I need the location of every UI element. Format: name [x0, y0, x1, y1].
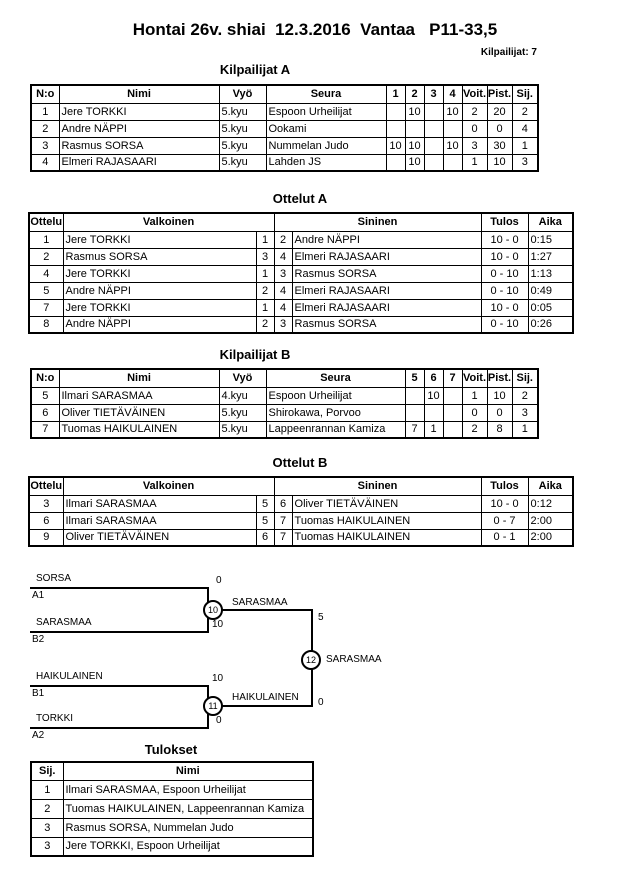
- column-header: 6: [424, 369, 443, 387]
- table-cell: 5.kyu: [219, 421, 266, 438]
- ottelut-a-table: [28, 212, 574, 334]
- table-cell: 0:49: [528, 282, 573, 299]
- column-header: 2: [405, 85, 424, 103]
- table-cell: Ilmari SARASMAA: [63, 495, 256, 512]
- table-cell: 3: [274, 265, 292, 282]
- column-header: Valkoinen: [63, 213, 274, 231]
- column-header: Ottelu: [29, 477, 63, 495]
- bracket-sf1-winner-name: SARASMAA: [232, 597, 288, 608]
- table-row: [29, 248, 573, 265]
- table-cell: Elmeri RAJASAARI: [292, 248, 481, 265]
- table-cell: 10: [487, 387, 512, 404]
- column-header: Pist.: [487, 85, 512, 103]
- table-cell: 3: [512, 154, 538, 171]
- table-cell: 1: [462, 387, 487, 404]
- table-row: [31, 799, 313, 818]
- table-row: [31, 137, 538, 154]
- table-cell: [405, 120, 424, 137]
- bracket-sf2-winner-name: HAIKULAINEN: [232, 692, 299, 703]
- table-header-row: [31, 85, 538, 103]
- table-cell: 3: [31, 837, 63, 856]
- table-row: [31, 120, 538, 137]
- column-header: Seura: [266, 369, 405, 387]
- table-cell: 20: [487, 103, 512, 120]
- table-cell: 0: [462, 404, 487, 421]
- column-header: Voit.: [462, 85, 487, 103]
- table-cell: 2: [462, 103, 487, 120]
- table-cell: Elmeri RAJASAARI: [59, 154, 219, 171]
- table-cell: [405, 404, 424, 421]
- table-cell: 4: [29, 265, 63, 282]
- column-header: Nimi: [59, 85, 219, 103]
- table-row: [29, 299, 573, 316]
- column-header: 4: [443, 85, 462, 103]
- table-cell: Tuomas HAIKULAINEN: [59, 421, 219, 438]
- table-cell: Rasmus SORSA: [63, 248, 256, 265]
- bracket-sf2-bottom-slot: A2: [32, 730, 45, 741]
- table-cell: 4: [512, 120, 538, 137]
- table-cell: Oliver TIETÄVÄINEN: [63, 529, 256, 546]
- column-header: Nimi: [59, 369, 219, 387]
- table-cell: 1: [512, 421, 538, 438]
- table-cell: 2: [31, 799, 63, 818]
- column-header: Vyö: [219, 85, 266, 103]
- bracket-sf1-bottom-name: SARASMAA: [36, 617, 92, 628]
- column-header: Valkoinen: [63, 477, 274, 495]
- table-cell: 1: [512, 137, 538, 154]
- column-header: N:o: [31, 369, 59, 387]
- table-cell: 2:00: [528, 512, 573, 529]
- column-header: Tulos: [481, 477, 528, 495]
- table-body: [31, 780, 313, 856]
- table-header-row: [31, 369, 538, 387]
- column-header: Voit.: [462, 369, 487, 387]
- table-cell: 5.kyu: [219, 154, 266, 171]
- table-cell: Espoon Urheilijat: [266, 103, 386, 120]
- table-cell: Lappeenrannan Kamiza: [266, 421, 405, 438]
- table-cell: 5.kyu: [219, 137, 266, 154]
- table-cell: 1: [29, 231, 63, 248]
- table-cell: 10: [443, 137, 462, 154]
- table-cell: 3: [31, 818, 63, 837]
- bracket-sf1-bottom-slot: B2: [32, 634, 45, 645]
- bracket-sf2-bottom-score: 0: [216, 715, 222, 726]
- table-cell: 5: [31, 387, 59, 404]
- table-cell: 0 - 7: [481, 512, 528, 529]
- column-header: N:o: [31, 85, 59, 103]
- table-cell: [443, 154, 462, 171]
- table-cell: [386, 103, 405, 120]
- table-cell: [424, 120, 443, 137]
- table-cell: 1: [256, 299, 274, 316]
- table-cell: 10: [487, 154, 512, 171]
- table-body: [29, 495, 573, 546]
- table-cell: Rasmus SORSA: [292, 316, 481, 333]
- table-cell: 1: [256, 265, 274, 282]
- table-header-row: [29, 477, 573, 495]
- table-cell: Tuomas HAIKULAINEN: [292, 512, 481, 529]
- bracket-sf1-final-score: 5: [318, 612, 324, 623]
- competitors-count: Kilpailijat: 7: [480, 47, 537, 58]
- bracket-sf2-top-slot: B1: [32, 688, 45, 699]
- table-cell: Andre NÄPPI: [63, 282, 256, 299]
- table-cell: [424, 103, 443, 120]
- section-heading-ottelut-a: Ottelut A: [272, 191, 328, 206]
- table-cell: [443, 421, 462, 438]
- table-cell: 2: [462, 421, 487, 438]
- column-header: 3: [424, 85, 443, 103]
- table-row: [29, 529, 573, 546]
- column-header: Aika: [528, 477, 573, 495]
- table-cell: 0:05: [528, 299, 573, 316]
- tulokset-table: [30, 761, 314, 857]
- table-cell: 10: [405, 137, 424, 154]
- section-heading-kilpailijat-a: Kilpailijat A: [219, 62, 291, 77]
- table-row: [29, 512, 573, 529]
- table-cell: Ookami: [266, 120, 386, 137]
- column-header: Pist.: [487, 369, 512, 387]
- table-row: [29, 282, 573, 299]
- table-cell: Oliver TIETÄVÄINEN: [59, 404, 219, 421]
- table-cell: 5.kyu: [219, 103, 266, 120]
- column-header: Sij.: [31, 762, 63, 780]
- table-cell: Ilmari SARASMAA, Espoon Urheilijat: [63, 780, 313, 799]
- table-cell: 2: [512, 103, 538, 120]
- table-cell: 10: [386, 137, 405, 154]
- table-cell: 0:12: [528, 495, 573, 512]
- bracket-sf2-top-line: [30, 685, 208, 687]
- table-body: [31, 387, 538, 438]
- table-cell: 6: [274, 495, 292, 512]
- section-heading-ottelut-b: Ottelut B: [272, 455, 328, 470]
- table-cell: 4: [274, 282, 292, 299]
- table-cell: 4: [274, 248, 292, 265]
- table-cell: Rasmus SORSA: [292, 265, 481, 282]
- table-cell: Jere TORKKI: [63, 231, 256, 248]
- table-cell: 5.kyu: [219, 404, 266, 421]
- bracket-sf1-bottom-score: 10: [212, 619, 224, 630]
- section-heading-tulokset: Tulokset: [144, 742, 198, 757]
- table-cell: 1:13: [528, 265, 573, 282]
- table-cell: 3: [274, 316, 292, 333]
- bracket-sf2-bottom-line: [30, 727, 208, 729]
- bracket-sf2-top-score: 10: [212, 673, 224, 684]
- table-cell: 8: [29, 316, 63, 333]
- table-row: [29, 265, 573, 282]
- table-cell: [443, 387, 462, 404]
- table-cell: 0:26: [528, 316, 573, 333]
- table-cell: 7: [274, 529, 292, 546]
- table-cell: 2: [29, 248, 63, 265]
- table-cell: 1:27: [528, 248, 573, 265]
- table-cell: 4.kyu: [219, 387, 266, 404]
- table-cell: Nummelan Judo: [266, 137, 386, 154]
- bracket-sf2-top-name: HAIKULAINEN: [36, 671, 103, 682]
- kilpailijat-a-table: [30, 84, 539, 172]
- table-cell: 10 - 0: [481, 299, 528, 316]
- column-header: Sininen: [274, 477, 481, 495]
- table-cell: [405, 387, 424, 404]
- table-cell: 1: [31, 780, 63, 799]
- bracket-sf1-top-score: 0: [216, 575, 222, 586]
- column-header: 1: [386, 85, 405, 103]
- table-cell: 30: [487, 137, 512, 154]
- table-cell: 1: [462, 154, 487, 171]
- table-cell: 10 - 0: [481, 248, 528, 265]
- table-cell: 6: [256, 529, 274, 546]
- table-row: [29, 316, 573, 333]
- bracket-sf2-final-score: 0: [318, 697, 324, 708]
- table-cell: 3: [31, 137, 59, 154]
- table-cell: 3: [256, 248, 274, 265]
- ottelut-b-table: [28, 476, 574, 547]
- table-cell: 3: [29, 495, 63, 512]
- table-row: [31, 837, 313, 856]
- table-cell: 7: [274, 512, 292, 529]
- table-cell: [443, 404, 462, 421]
- bracket-sf1-match-number: 10: [203, 600, 223, 620]
- bracket-sf1-top-name: SORSA: [36, 573, 72, 584]
- column-header: Vyö: [219, 369, 266, 387]
- table-cell: [386, 120, 405, 137]
- table-cell: 10: [405, 103, 424, 120]
- table-cell: 0: [462, 120, 487, 137]
- table-cell: Jere TORKKI: [63, 299, 256, 316]
- table-cell: 1: [424, 421, 443, 438]
- table-cell: 10 - 0: [481, 231, 528, 248]
- table-cell: Jere TORKKI, Espoon Urheilijat: [63, 837, 313, 856]
- column-header: Sininen: [274, 213, 481, 231]
- table-cell: 10: [405, 154, 424, 171]
- bracket-sf1-bottom-line: [30, 631, 208, 633]
- column-header: 7: [443, 369, 462, 387]
- table-cell: [424, 154, 443, 171]
- table-header-row: [29, 213, 573, 231]
- table-cell: 5: [256, 512, 274, 529]
- column-header: Ottelu: [29, 213, 63, 231]
- table-row: [29, 231, 573, 248]
- bracket-sf2-match-number: 11: [203, 696, 223, 716]
- table-body: [29, 231, 573, 333]
- bracket-final-match-number: 12: [301, 650, 321, 670]
- bracket-sf2-bottom-name: TORKKI: [36, 713, 74, 724]
- table-cell: 6: [31, 404, 59, 421]
- table-cell: 7: [29, 299, 63, 316]
- table-cell: 5: [29, 282, 63, 299]
- column-header: Sij.: [512, 85, 538, 103]
- table-cell: 8: [487, 421, 512, 438]
- kilpailijat-b-table: [30, 368, 539, 439]
- table-cell: 2: [31, 120, 59, 137]
- table-cell: Tuomas HAIKULAINEN, Lappeenrannan Kamiza: [63, 799, 313, 818]
- table-cell: 0 - 10: [481, 316, 528, 333]
- table-cell: Lahden JS: [266, 154, 386, 171]
- table-cell: Oliver TIETÄVÄINEN: [292, 495, 481, 512]
- table-row: [31, 103, 538, 120]
- table-row: [31, 154, 538, 171]
- table-cell: 1: [31, 103, 59, 120]
- column-header: Seura: [266, 85, 386, 103]
- table-cell: 2:00: [528, 529, 573, 546]
- table-cell: 5.kyu: [219, 120, 266, 137]
- table-cell: 1: [256, 231, 274, 248]
- table-cell: 10: [443, 103, 462, 120]
- table-body: [31, 103, 538, 171]
- table-cell: 2: [256, 316, 274, 333]
- table-cell: [443, 120, 462, 137]
- table-cell: Ilmari SARASMAA: [59, 387, 219, 404]
- section-heading-kilpailijat-b: Kilpailijat B: [219, 347, 291, 362]
- table-cell: Andre NÄPPI: [59, 120, 219, 137]
- table-cell: [424, 404, 443, 421]
- table-cell: 3: [462, 137, 487, 154]
- table-cell: 10: [424, 387, 443, 404]
- table-cell: 10 - 0: [481, 495, 528, 512]
- table-cell: 0 - 1: [481, 529, 528, 546]
- table-cell: 2: [512, 387, 538, 404]
- table-cell: Tuomas HAIKULAINEN: [292, 529, 481, 546]
- table-cell: 0 - 10: [481, 282, 528, 299]
- column-header: Tulos: [481, 213, 528, 231]
- bracket-final-winner-name: SARASMAA: [326, 654, 382, 665]
- table-cell: 0:15: [528, 231, 573, 248]
- table-cell: Jere TORKKI: [63, 265, 256, 282]
- table-cell: [386, 154, 405, 171]
- table-cell: Shirokawa, Porvoo: [266, 404, 405, 421]
- table-cell: Ilmari SARASMAA: [63, 512, 256, 529]
- table-cell: Andre NÄPPI: [292, 231, 481, 248]
- table-row: [31, 387, 538, 404]
- table-header-row: [31, 762, 313, 780]
- page-title: Hontai 26v. shiai 12.3.2016 Vantaa P11-33,5: [132, 20, 498, 39]
- table-cell: Andre NÄPPI: [63, 316, 256, 333]
- table-cell: 9: [29, 529, 63, 546]
- table-cell: 2: [256, 282, 274, 299]
- table-row: [31, 404, 538, 421]
- table-cell: 4: [31, 154, 59, 171]
- table-cell: 5: [256, 495, 274, 512]
- table-cell: [424, 137, 443, 154]
- table-cell: Rasmus SORSA: [59, 137, 219, 154]
- table-cell: 4: [274, 299, 292, 316]
- table-row: [31, 780, 313, 799]
- table-cell: Elmeri RAJASAARI: [292, 282, 481, 299]
- column-header: Nimi: [63, 762, 313, 780]
- table-row: [31, 421, 538, 438]
- column-header: 5: [405, 369, 424, 387]
- table-cell: 0: [487, 404, 512, 421]
- table-cell: 3: [512, 404, 538, 421]
- bracket-sf1-top-line: [30, 587, 208, 589]
- table-cell: 6: [29, 512, 63, 529]
- table-cell: 2: [274, 231, 292, 248]
- table-cell: Rasmus SORSA, Nummelan Judo: [63, 818, 313, 837]
- column-header: Sij.: [512, 369, 538, 387]
- bracket-sf1-top-slot: A1: [32, 590, 45, 601]
- table-row: [29, 495, 573, 512]
- table-cell: 7: [31, 421, 59, 438]
- table-row: [31, 818, 313, 837]
- table-cell: Espoon Urheilijat: [266, 387, 405, 404]
- table-cell: Jere TORKKI: [59, 103, 219, 120]
- table-cell: Elmeri RAJASAARI: [292, 299, 481, 316]
- table-cell: 0 - 10: [481, 265, 528, 282]
- column-header: Aika: [528, 213, 573, 231]
- table-cell: 7: [405, 421, 424, 438]
- table-cell: 0: [487, 120, 512, 137]
